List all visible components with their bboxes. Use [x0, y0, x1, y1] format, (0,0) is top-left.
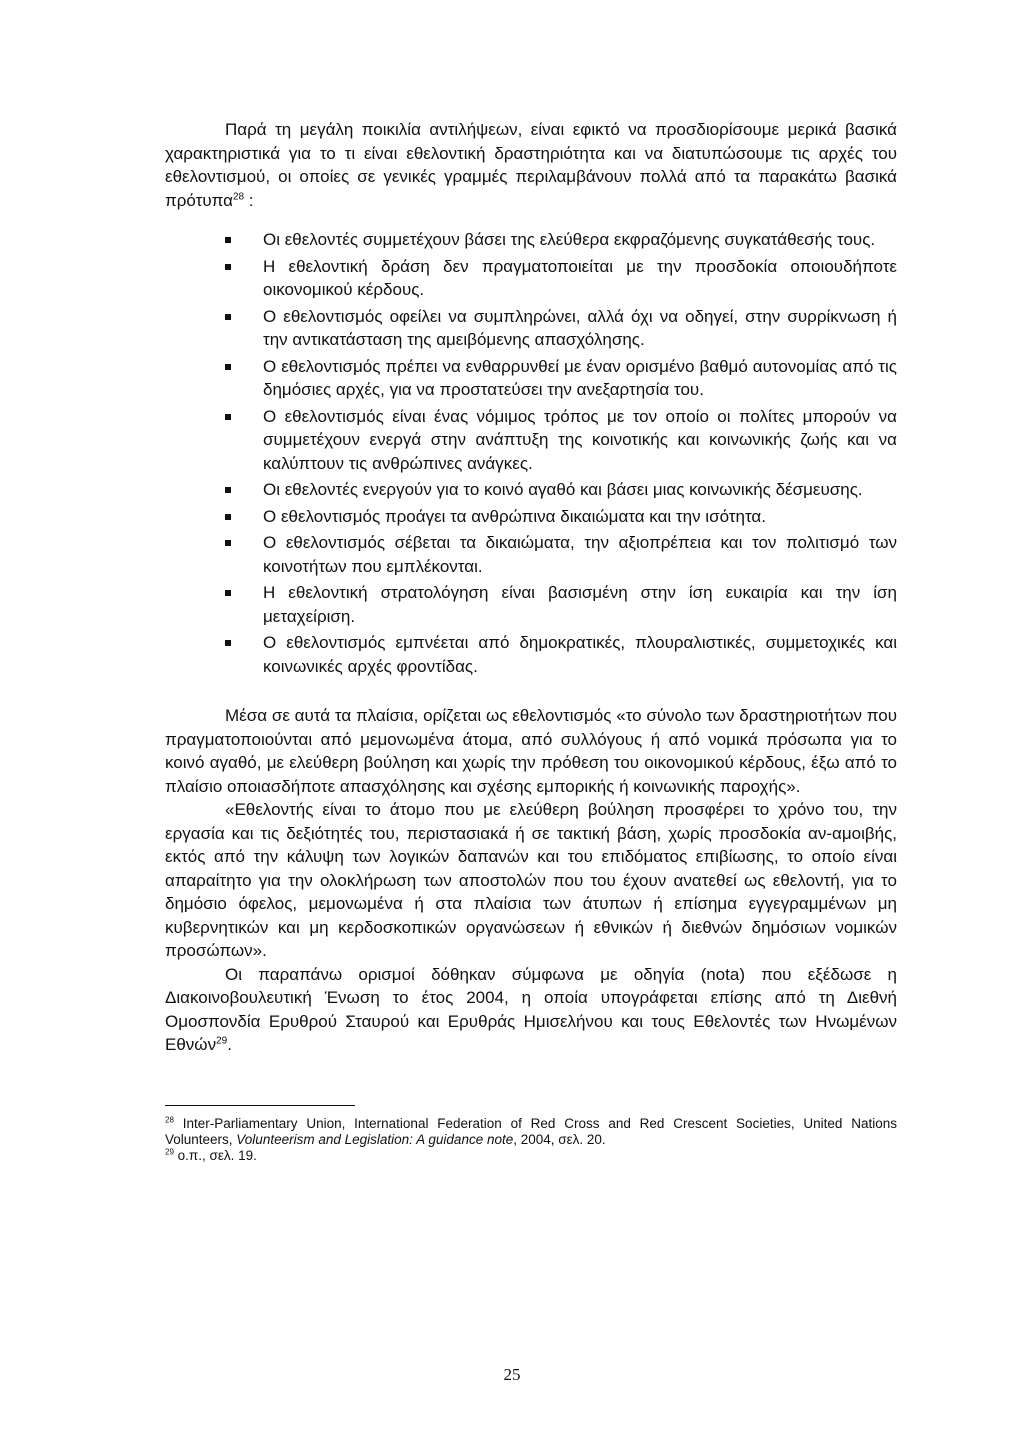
footnote-number: 28 — [165, 1115, 174, 1124]
list-item — [165, 631, 897, 678]
bullet-icon — [225, 364, 231, 370]
bullet-icon — [225, 640, 231, 646]
source-text: Οι παραπάνω ορισμοί δόθηκαν σύμφωνα με οδηγία (nota) που εξέδωσε η Διακοινοβουλευτική Ένωση το έτος 2004, η οποία υπογράφεται επίσης από τη Διεθνή Ομοσπονδία Ερυθρού Σταυρού και Ερυθράς Ημισελήνου και τους Εθελοντές των Ηνωμένων Εθνών — [165, 964, 897, 1054]
list-item — [165, 305, 897, 352]
page-number: 25 — [503, 1365, 521, 1384]
list-item-text: Οι εθελοντές ενεργούν για το κοινό αγαθό και βάσει μιας κοινωνικής δέσμευσης. — [263, 480, 863, 499]
list-item — [165, 531, 897, 578]
intro-text: Παρά τη μεγάλη ποικιλία αντιλήψεων, είναι εφικτό να προσδιορίσουμε μερικά βασικά χαρακτηριστικά για το τι είναι εθελοντική δραστηριότητα και να διατυπώσουμε τις αρχές του εθελοντισμού, οι οποίες σε γενικές γραμμές περιλαμβάνουν πολλά από τα παρακάτω βασικά πρότυπα — [165, 120, 897, 210]
list-item-text: Ο εθελοντισμός είναι ένας νόμιμος τρόπος με τον οποίο οι πολίτες μπορούν να συμμετέχουν ενεργά στην ανάπτυξη της κοινοτικής και κοινωνικής ζωής και να καλύπτουν τις ανθρώπινες ανάγκες. — [263, 406, 897, 473]
bullet-icon — [225, 540, 231, 546]
footnote-ref-28[interactable]: 28 — [232, 190, 245, 202]
footnote-29 — [165, 1148, 897, 1164]
list-item-text: Ο εθελοντισμός πρέπει να ενθαρρυνθεί με έναν ορισμένο βαθμό αυτονομίας από τις δημόσιες αρχές, για να προστατεύσει την ανεξαρτησία του. — [263, 356, 897, 399]
list-item — [165, 228, 897, 252]
list-item — [165, 581, 897, 628]
bullet-icon — [225, 237, 231, 243]
footnotes — [165, 1116, 897, 1164]
bullet-icon — [225, 487, 231, 493]
list-item — [165, 505, 897, 529]
source-suffix: . — [227, 1035, 232, 1054]
document-page — [165, 118, 897, 1164]
list-item — [165, 255, 897, 302]
list-item — [165, 478, 897, 502]
intro-suffix: : — [244, 190, 254, 210]
bullet-icon — [225, 590, 231, 596]
list-item-text: Ο εθελοντισμός εμπνέεται από δημοκρατικές, πλουραλιστικές, συμμετοχικές και κοινωνικές αρχές φροντίδας. — [263, 633, 897, 676]
list-item-text: Η εθελοντική στρατολόγηση είναι βασισμένη στην ίση ευκαιρία και την ίση μεταχείριση. — [263, 583, 897, 626]
footnote-28 — [165, 1116, 897, 1148]
footnote-text: ο.π., σελ. 19. — [173, 1147, 257, 1163]
footnote-divider — [165, 1105, 355, 1106]
list-item-text: Ο εθελοντισμός σέβεται τα δικαιώματα, την αξιοπρέπεια και τον πολιτισμό των κοινοτήτων που εμπλέκονται. — [263, 533, 897, 576]
bullet-icon — [225, 264, 231, 270]
bullet-icon — [225, 414, 231, 420]
principles-list — [165, 228, 897, 678]
bullet-icon — [225, 514, 231, 520]
list-item-text: Οι εθελοντές συμμετέχουν βάσει της ελεύθερα εκφραζόμενης συγκατάθεσής τους. — [263, 230, 876, 249]
list-item-text: Ο εθελοντισμός οφείλει να συμπληρώνει, αλλά όχι να οδηγεί, στην συρρίκνωση ή την αντικατάσταση της αμειβόμενης απασχόλησης. — [263, 306, 897, 349]
definition-paragraph: Μέσα σε αυτά τα πλαίσια, ορίζεται ως εθελοντισμός «το σύνολο των δραστηριοτήτων που πραγματοποιούνται από μεμονωμένα άτομα, από συλλόγους ή από νομικά πρόσωπα για το κοινό αγαθό, με ελεύθερη βούληση και χωρίς την πρόθεση του οικονομικού κέρδους, έξω από το πλαίσιο οποιασδήποτε απασχόλησης και σχέσης εμπορικής ή κοινωνικής παροχής». — [165, 706, 897, 796]
footnote-text-end: , 2004, σελ. 20. — [513, 1131, 606, 1147]
footnote-number: 29 — [165, 1147, 174, 1156]
list-item — [165, 355, 897, 402]
volunteer-definition-paragraph: «Εθελοντής είναι το άτομο που με ελεύθερη βούληση προσφέρει το χρόνο του, την εργασία και τις δεξιότητές του, περιστασιακά ή σε τακτική βάση, χωρίς προσδοκία αν-αμοιβής, εκτός από την κάλυψη των λογικών δαπανών και του επιδόματος επιβίωσης, το οποίο είναι απαραίτητο για την ολοκλήρωση των αποστολών που του έχουν ανατεθεί ως εθελοντή, για το δημόσιο όφελος, μεμονωμένα ή στα πλαίσια των άτυπων ή επίσημα εγγεγραμμένων μη κυβερνητικών και μη κερδοσκοπικών οργανώσεων ή εθνικών ή διεθνών δημόσιων νομικών προσώπων». — [165, 800, 897, 960]
intro-paragraph — [165, 118, 897, 212]
source-paragraph — [165, 963, 897, 1057]
footnote-text: Inter-Parliamentary Union, International Federation of Red Cross and Red Crescent Societies, United Nations Volunteers, — [165, 1115, 897, 1147]
list-item — [165, 405, 897, 476]
bullet-icon — [225, 314, 231, 320]
list-item-text: Η εθελοντική δράση δεν πραγματοποιείται με την προσδοκία οποιουδήποτε οικονομικού κέρδους. — [263, 256, 897, 299]
footnote-ref-29[interactable]: 29 — [216, 1035, 228, 1047]
list-item-text: Ο εθελοντισμός προάγει τα ανθρώπινα δικαιώματα και την ισότητα. — [263, 506, 766, 526]
footnote-title: Volunteerism and Legislation: A guidance note — [236, 1131, 514, 1147]
